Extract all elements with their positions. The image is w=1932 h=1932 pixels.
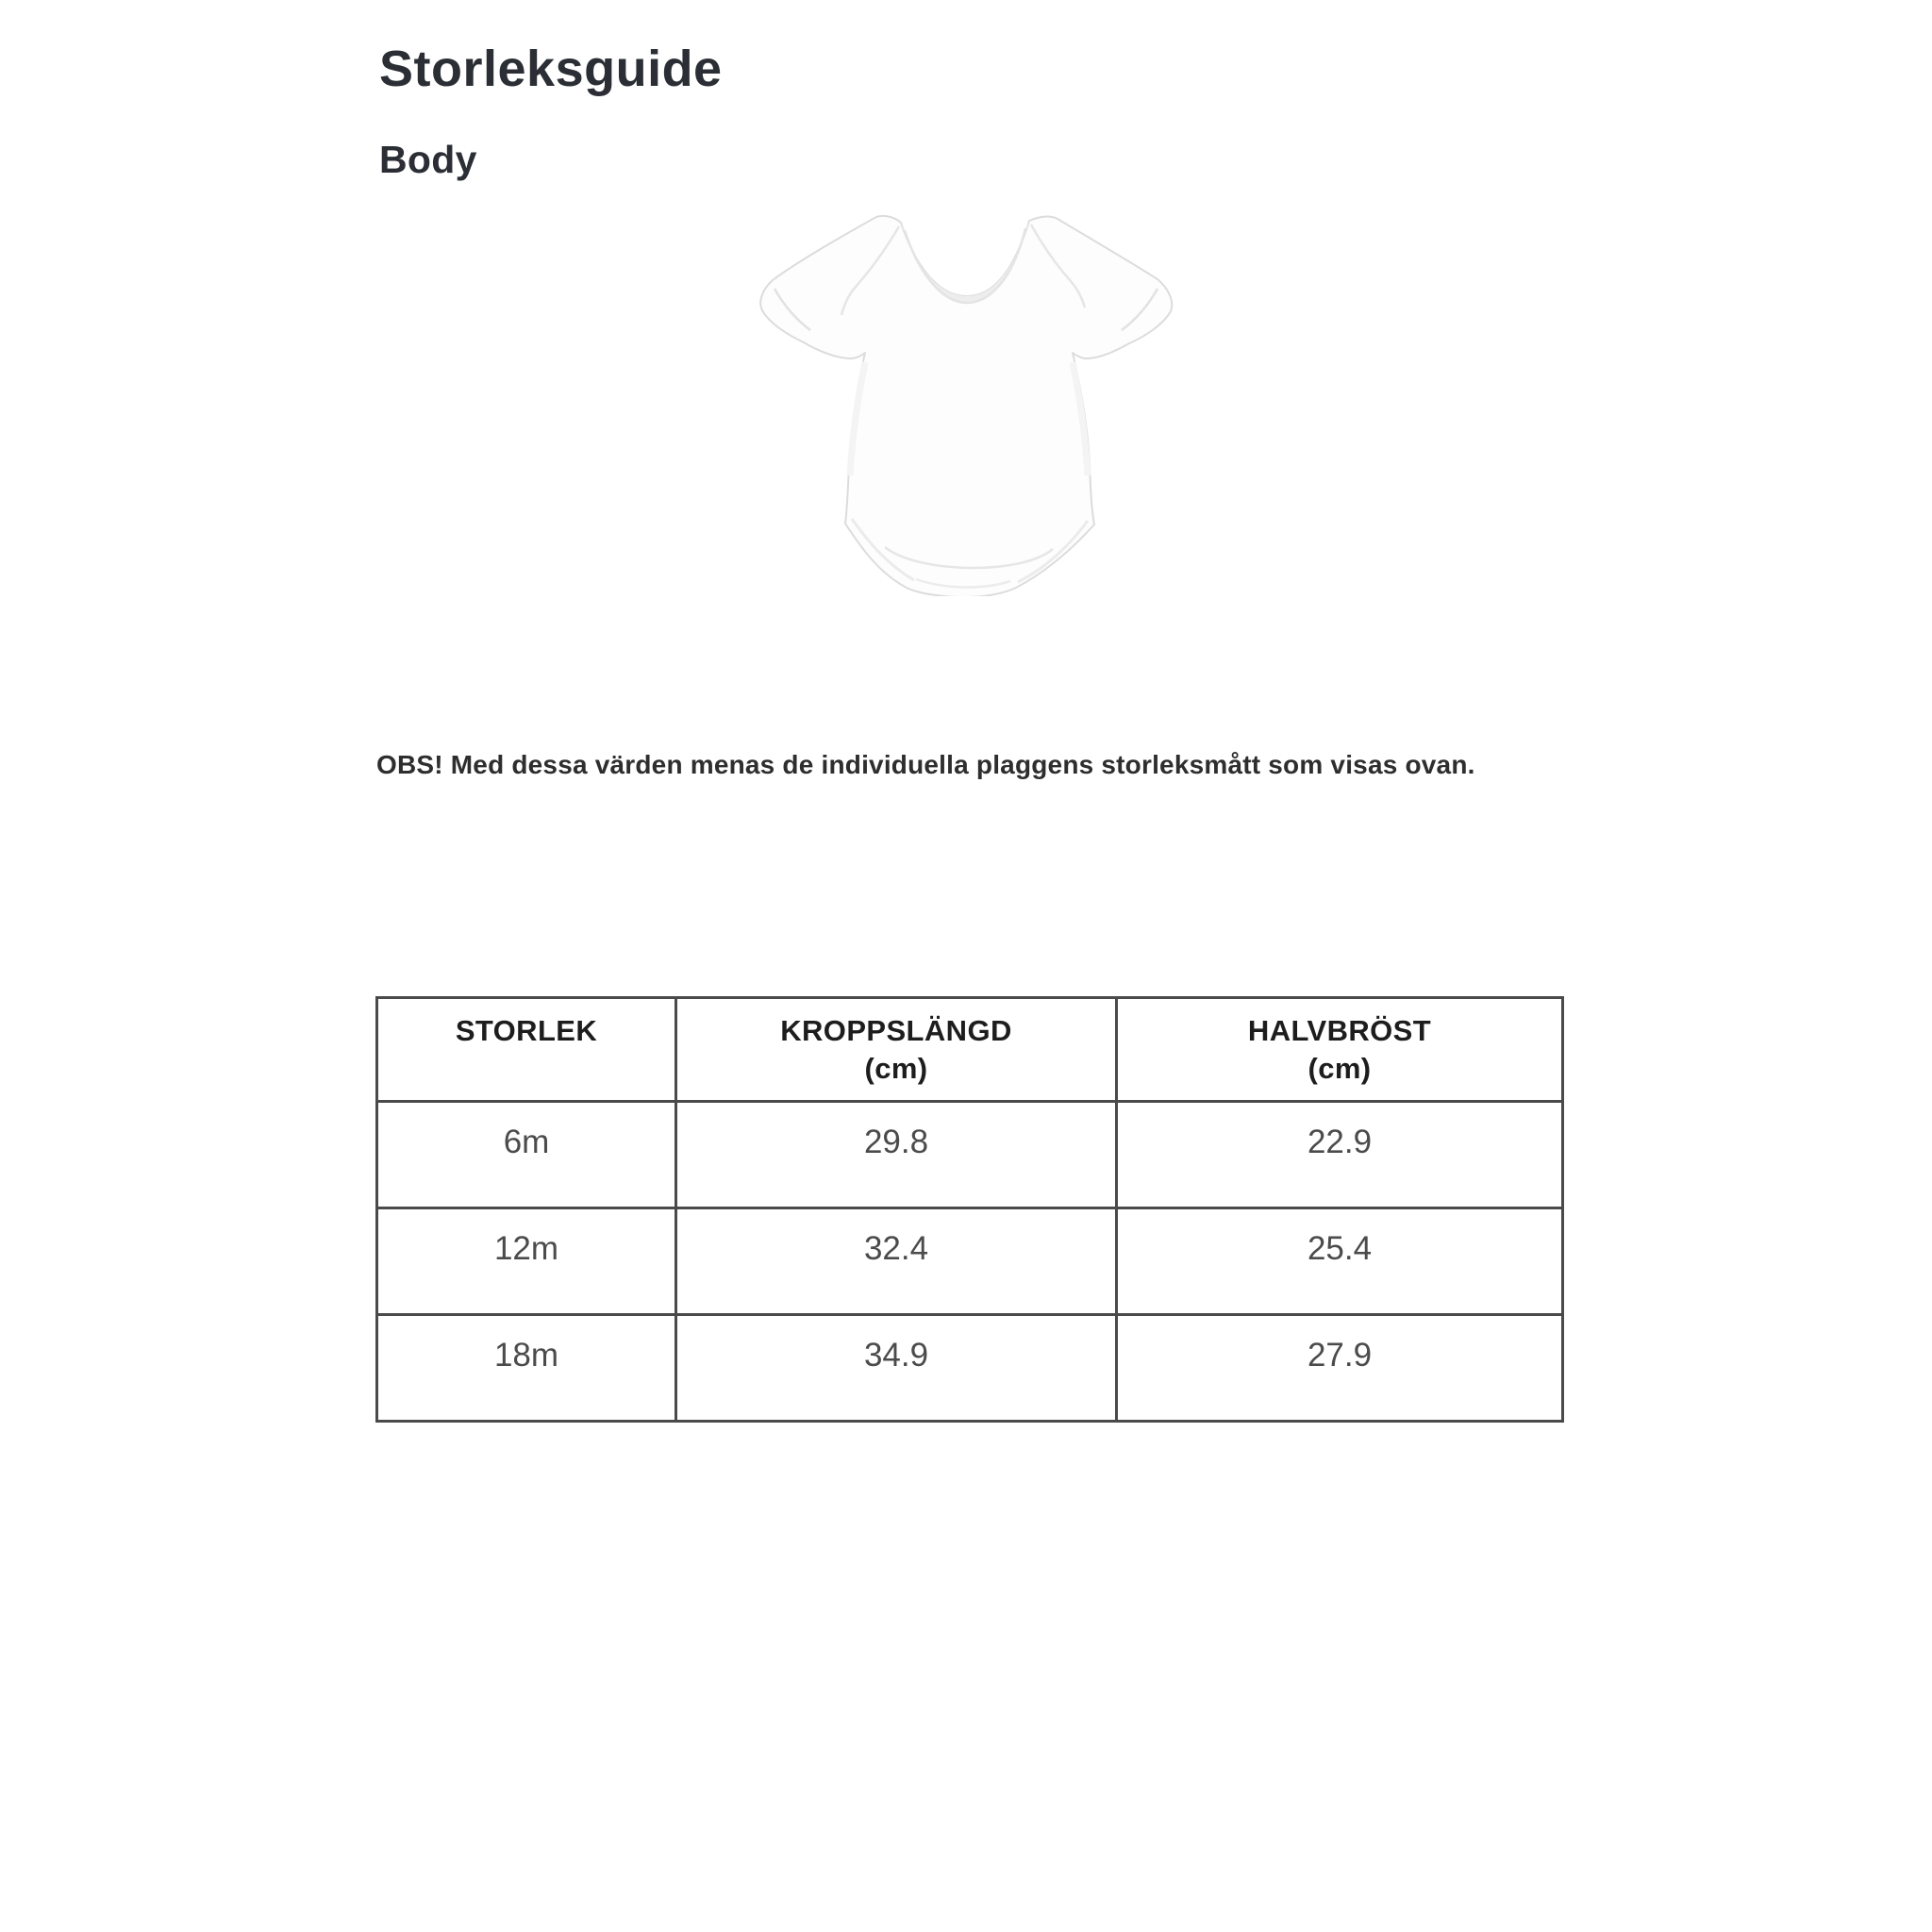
size-cell: 12m — [377, 1208, 676, 1315]
body-length-cell: 34.9 — [676, 1315, 1117, 1422]
header-unit: (cm) — [864, 1052, 928, 1085]
size-note: OBS! Med dessa värden menas de individuella plaggens storleksmått som visas ovan. — [376, 750, 1475, 779]
section-title: Body — [379, 138, 477, 181]
column-header-halvbrost — [1117, 998, 1563, 1102]
header-label: HALVBRÖST — [1247, 1014, 1432, 1047]
table-row — [377, 1102, 1563, 1208]
column-header-storlek — [377, 998, 676, 1102]
baby-bodysuit-image — [758, 200, 1174, 596]
table-row — [377, 1208, 1563, 1315]
half-chest-cell: 22.9 — [1117, 1102, 1563, 1208]
body-length-cell: 32.4 — [676, 1208, 1117, 1315]
column-header-kroppslangd — [676, 998, 1117, 1102]
page-title: Storleksguide — [379, 41, 723, 97]
product-image — [758, 200, 1174, 596]
body-length-cell: 29.8 — [676, 1102, 1117, 1208]
size-table-header-row — [377, 998, 1563, 1102]
header-unit: (cm) — [1307, 1052, 1372, 1085]
half-chest-cell: 25.4 — [1117, 1208, 1563, 1315]
header-label: STORLEK — [455, 1014, 598, 1047]
half-chest-cell: 27.9 — [1117, 1315, 1563, 1422]
table-row — [377, 1315, 1563, 1422]
header-label: KROPPSLÄNGD — [780, 1014, 1012, 1047]
size-table — [375, 996, 1564, 1423]
size-cell: 6m — [377, 1102, 676, 1208]
size-cell: 18m — [377, 1315, 676, 1422]
